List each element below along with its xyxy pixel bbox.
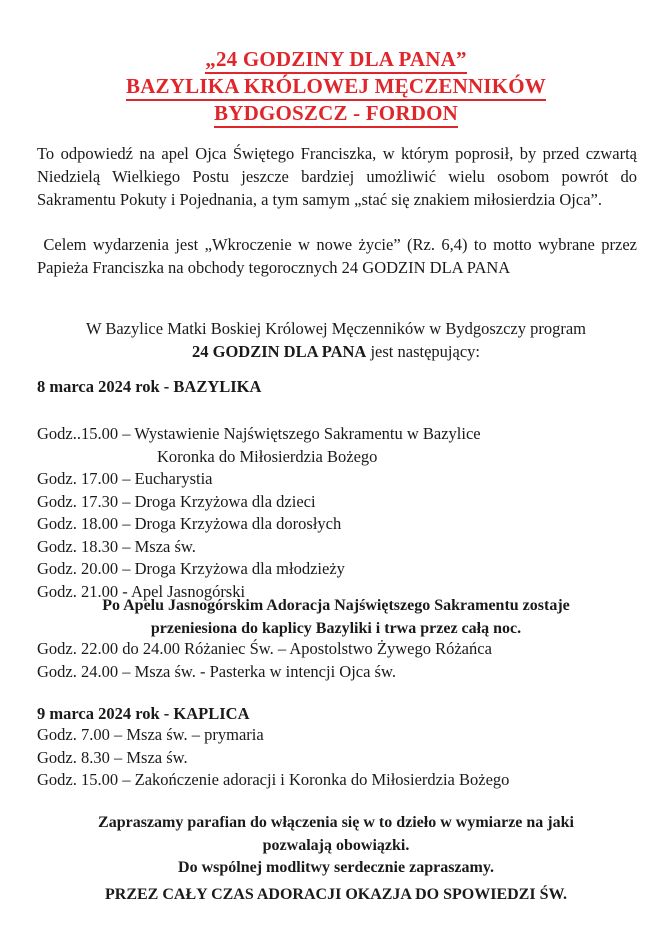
motto-text: Celem wydarzenia jest „Wkroczenie w nowe życie” (Rz. 6,4) to motto wybrane przez Papieża Franciszka na obchody tegorocznych 24 GODZIN DLA PANA: [37, 235, 637, 277]
day2-schedule: [37, 724, 509, 792]
schedule-item: Godz. 15.00 – Zakończenie adoracji i Koronka do Miłosierdzia Bożego: [37, 770, 510, 789]
title-line-1: „24 GODZINY DLA PANA”: [0, 47, 672, 74]
schedule-item: Godz..15.00 – Wystawienie Najświętszego Sakramentu w Bazylice: [37, 424, 481, 443]
program-intro-line: W Bazylice Matki Boskiej Królowej Męczenników w Bydgoszczy program: [85, 319, 587, 338]
program-intro-line-2: [0, 340, 672, 363]
adoration-note-line-2: przeniesiona do kaplicy Bazyliki i trwa przez całą noc.: [150, 619, 522, 637]
invitation-line-3: Do wspólnej modlitwy serdecznie zapraszamy.: [178, 859, 494, 876]
schedule-item: Godz. 7.00 – Msza św. – prymaria: [37, 725, 264, 744]
schedule-item: Godz. 18.30 – Msza św.: [37, 536, 196, 556]
day1-night-schedule: [37, 638, 492, 683]
day2-heading: 9 marca 2024 rok - KAPLICA: [37, 704, 250, 723]
schedule-item: Godz. 8.30 – Msza św.: [37, 747, 188, 767]
invitation-line-2: pozwalają obowiązki.: [262, 836, 410, 854]
schedule-item: Koronka do Miłosierdzia Bożego: [157, 446, 378, 466]
title-line-2: BAZYLIKA KRÓLOWEJ MĘCZENNIKÓW: [0, 74, 672, 101]
intro-paragraph: To odpowiedź na apel Ojca Świętego Franciszka, w którym poprosił, by przed czwartą Niedzielą Wielkiego Postu jeszcze bardziej umożliwić wielu osobom powrót do Sakramentu Pokuty i Pojednania, a tym samym „stać się znakiem miłosierdzia Ojca”.: [37, 144, 637, 209]
motto-paragraph: [37, 233, 637, 279]
schedule-item: Godz. 20.00 – Droga Krzyżowa dla młodzieży: [37, 559, 345, 578]
program-intro: [0, 317, 672, 363]
program-suffix: jest następujący:: [370, 342, 480, 361]
schedule-item: Godz. 24.00 – Msza św. - Pasterka w intencji Ojca św.: [37, 661, 396, 681]
title-line-3: BYDGOSZCZ - FORDON: [0, 101, 672, 128]
invitation-line-1: Zapraszamy parafian do włączenia się w to dzieło w wymiarze na jaki: [98, 814, 574, 831]
schedule-item: Godz. 17.30 – Droga Krzyżowa dla dzieci: [37, 491, 316, 511]
page-title: [0, 47, 672, 128]
schedule-item: Godz. 18.00 – Droga Krzyżowa dla dorosłych: [37, 514, 342, 533]
day1-heading: 8 marca 2024 rok - BAZYLIKA: [37, 377, 262, 396]
confession-notice: PRZEZ CAŁY CZAS ADORACJI OKAZJA DO SPOWIEDZI ŚW.: [104, 886, 567, 903]
adoration-note-line-1: Po Apelu Jasnogórskim Adoracja Najświętszego Sakramentu zostaje: [102, 597, 570, 614]
schedule-item: Godz. 22.00 do 24.00 Różaniec Św. – Apostolstwo Żywego Różańca: [37, 639, 492, 658]
invitation: [0, 812, 672, 880]
adoration-note: [0, 595, 672, 640]
program-title: 24 GODZIN DLA PANA: [192, 342, 367, 361]
schedule-item: Godz. 21.00 - Apel Jasnogórski: [37, 581, 246, 601]
schedule-item: Godz. 17.00 – Eucharystia: [37, 469, 213, 488]
day1-schedule: [37, 423, 481, 603]
